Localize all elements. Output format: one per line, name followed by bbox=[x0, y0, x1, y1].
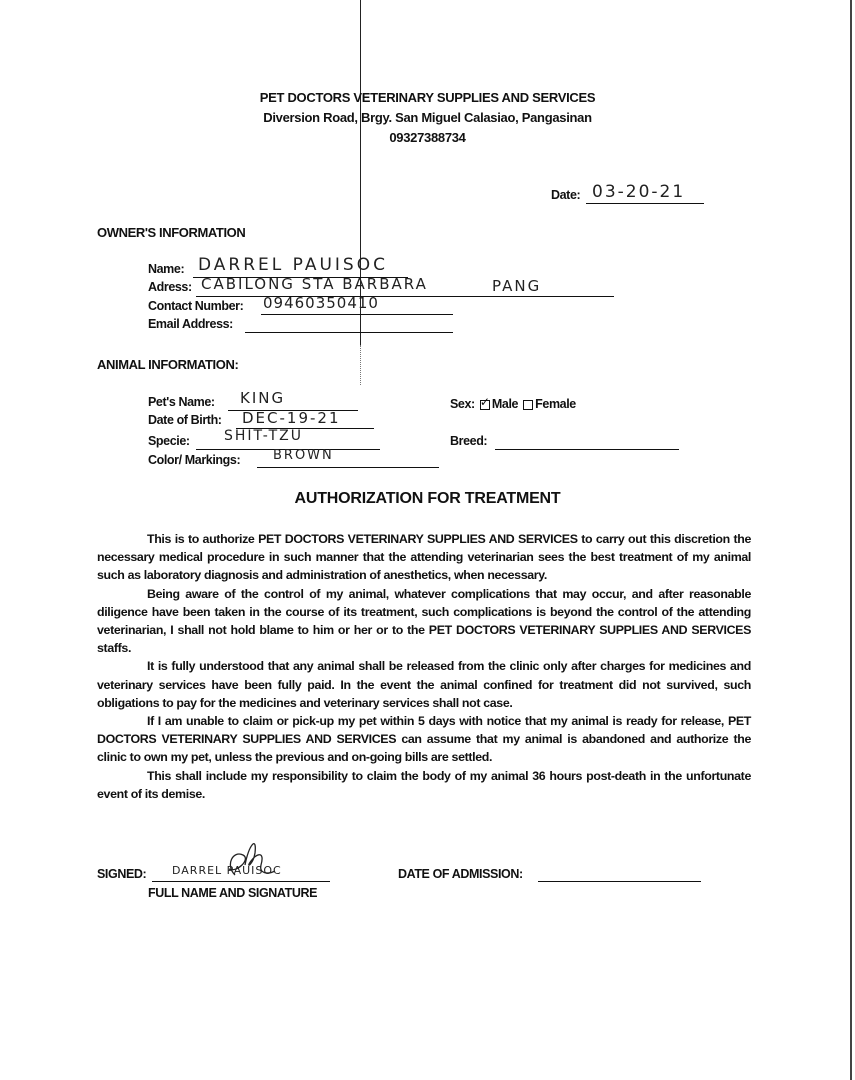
signed-label: SIGNED: bbox=[97, 867, 147, 881]
color-label: Color/ Markings: bbox=[148, 453, 241, 467]
admission-label: DATE OF ADMISSION: bbox=[398, 867, 523, 881]
sex-female-label: Female bbox=[535, 397, 576, 411]
authorization-paragraph: Being aware of the control of my animal, whatever complications that may occur, and after reasonable diligence have been taken in the course of its treatment, such complications is beyond the control of the attending veterinarian, I shall not hold blame to him or her or to the PET DOCTORS VETERINARY SUPPLIES AND SERVICES staffs. bbox=[97, 586, 751, 656]
breed-line bbox=[495, 449, 679, 450]
authorization-paragraph: This shall include my responsibility to claim the body of my animal 36 hours post-death in the unfortunate event of its demise. bbox=[97, 768, 751, 801]
specie-label: Specie: bbox=[148, 434, 190, 448]
color-line bbox=[257, 467, 439, 468]
owner-address-value: CABILONG STA BARBARA bbox=[201, 275, 428, 293]
signature-scribble-icon bbox=[215, 835, 295, 885]
dob-label: Date of Birth: bbox=[148, 413, 222, 427]
color-value: BROWN bbox=[273, 448, 334, 463]
sex-female-checkbox[interactable] bbox=[523, 400, 533, 410]
owner-name-label: Name: bbox=[148, 262, 185, 276]
sex-field bbox=[450, 394, 576, 411]
authorization-paragraph: This is to authorize PET DOCTORS VETERINARY SUPPLIES AND SERVICES to carry out this discretion the necessary medical procedure in such manner that the attending veterinarian sees the best treatment of my animal such as laboratory diagnosis and administration of anesthetics, when necessary. bbox=[97, 532, 751, 583]
owner-email-label: Email Address: bbox=[148, 317, 233, 331]
owner-contact-line bbox=[261, 314, 453, 315]
dob-value: DEC-19-21 bbox=[242, 409, 341, 427]
owner-contact-value: 09460350410 bbox=[263, 294, 379, 312]
date-label: Date: bbox=[551, 188, 581, 202]
business-phone: 09327388734 bbox=[389, 130, 466, 145]
scan-fold-line-dotted bbox=[360, 345, 361, 385]
business-name: PET DOCTORS VETERINARY SUPPLIES AND SERVICES bbox=[259, 90, 596, 105]
authorization-paragraph: If I am unable to claim or pick-up my pet within 5 days with notice that my animal is ready for release, PET DOCTORS VETERINARY SUPPLIES AND SERVICES can assume that my animal is abandoned and authorize the clinic to own my pet, unless the previous and on-going bills are settled. bbox=[97, 714, 751, 765]
owner-name-value: DARREL PAUISOC bbox=[198, 255, 388, 275]
scan-page-edge bbox=[850, 0, 852, 1080]
animal-section-title: ANIMAL INFORMATION: bbox=[97, 357, 239, 372]
sex-male-label: Male bbox=[491, 397, 519, 411]
pet-name-label: Pet's Name: bbox=[148, 395, 215, 409]
specie-value: SHIT-TZU bbox=[224, 428, 303, 444]
breed-label: Breed: bbox=[450, 434, 488, 448]
owner-email-line bbox=[245, 332, 453, 333]
authorization-body bbox=[97, 530, 751, 803]
date-line bbox=[586, 203, 704, 204]
authorization-title: AUTHORIZATION FOR TREATMENT bbox=[294, 490, 561, 507]
business-address: Diversion Road, Brgy. San Miguel Calasiao, Pangasinan bbox=[263, 110, 592, 125]
signed-value: DARREL PAUISOC bbox=[172, 864, 282, 877]
sex-male-checkbox[interactable] bbox=[479, 394, 490, 410]
date-value: 03-20-21 bbox=[592, 182, 686, 202]
owner-address-line bbox=[196, 296, 614, 297]
signature-caption: FULL NAME AND SIGNATURE bbox=[148, 886, 318, 900]
sex-label: Sex: bbox=[450, 397, 475, 411]
check-mark-icon: ✓ bbox=[479, 394, 490, 409]
admission-line bbox=[538, 881, 701, 882]
owner-address-label: Adress: bbox=[148, 280, 192, 294]
pet-name-value: KING bbox=[240, 389, 286, 407]
authorization-paragraph: It is fully understood that any animal shall be released from the clinic only after charges for medicines and veterinary services have been fully paid. In the event the animal confined for treatment did not survived, such obligations to pay for the medicines and veterinary services shall not case. bbox=[97, 659, 751, 710]
owner-contact-label: Contact Number: bbox=[148, 299, 244, 313]
owner-section-title: OWNER'S INFORMATION bbox=[97, 225, 246, 240]
owner-address-value-2: PANG bbox=[492, 277, 542, 295]
